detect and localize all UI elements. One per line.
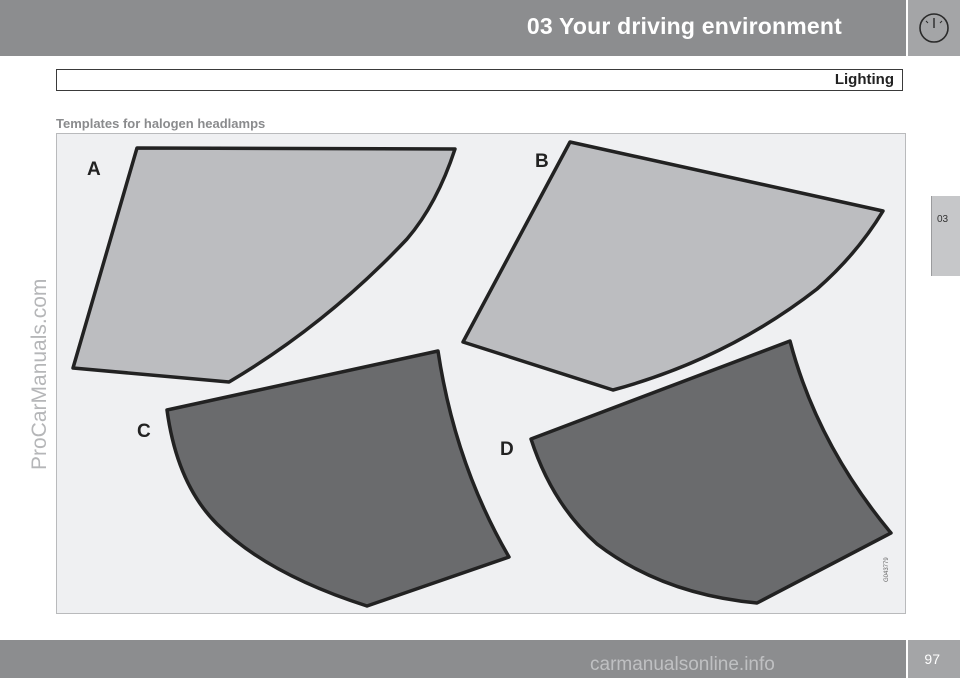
figure-id: G043779 [884,557,890,582]
side-tab-label: 03 [937,214,949,225]
headlamp-templates-figure [56,133,906,614]
watermark-left: ProCarManuals.com [28,278,51,470]
template-label-c: C [137,421,151,442]
section-bar [56,69,903,91]
section-title: Lighting [834,71,894,88]
template-label-d: D [500,439,514,460]
template-a-shape [73,148,455,382]
watermark-bottom: carmanualsonline.info [590,654,775,675]
chapter-title: 03 Your driving environment [526,13,842,39]
template-label-b: B [535,151,549,172]
template-c-shape [167,351,509,606]
chapter-side-tab[interactable] [931,196,960,276]
chapter-icon-box [908,0,960,56]
templates-illustration [57,134,907,615]
template-b-shape [463,142,883,390]
header-bar [0,0,906,56]
figure-caption: Templates for halogen headlamps [56,116,266,131]
speedometer-icon [918,12,950,44]
template-label-a: A [87,159,101,180]
page-number: 97 [924,651,940,667]
